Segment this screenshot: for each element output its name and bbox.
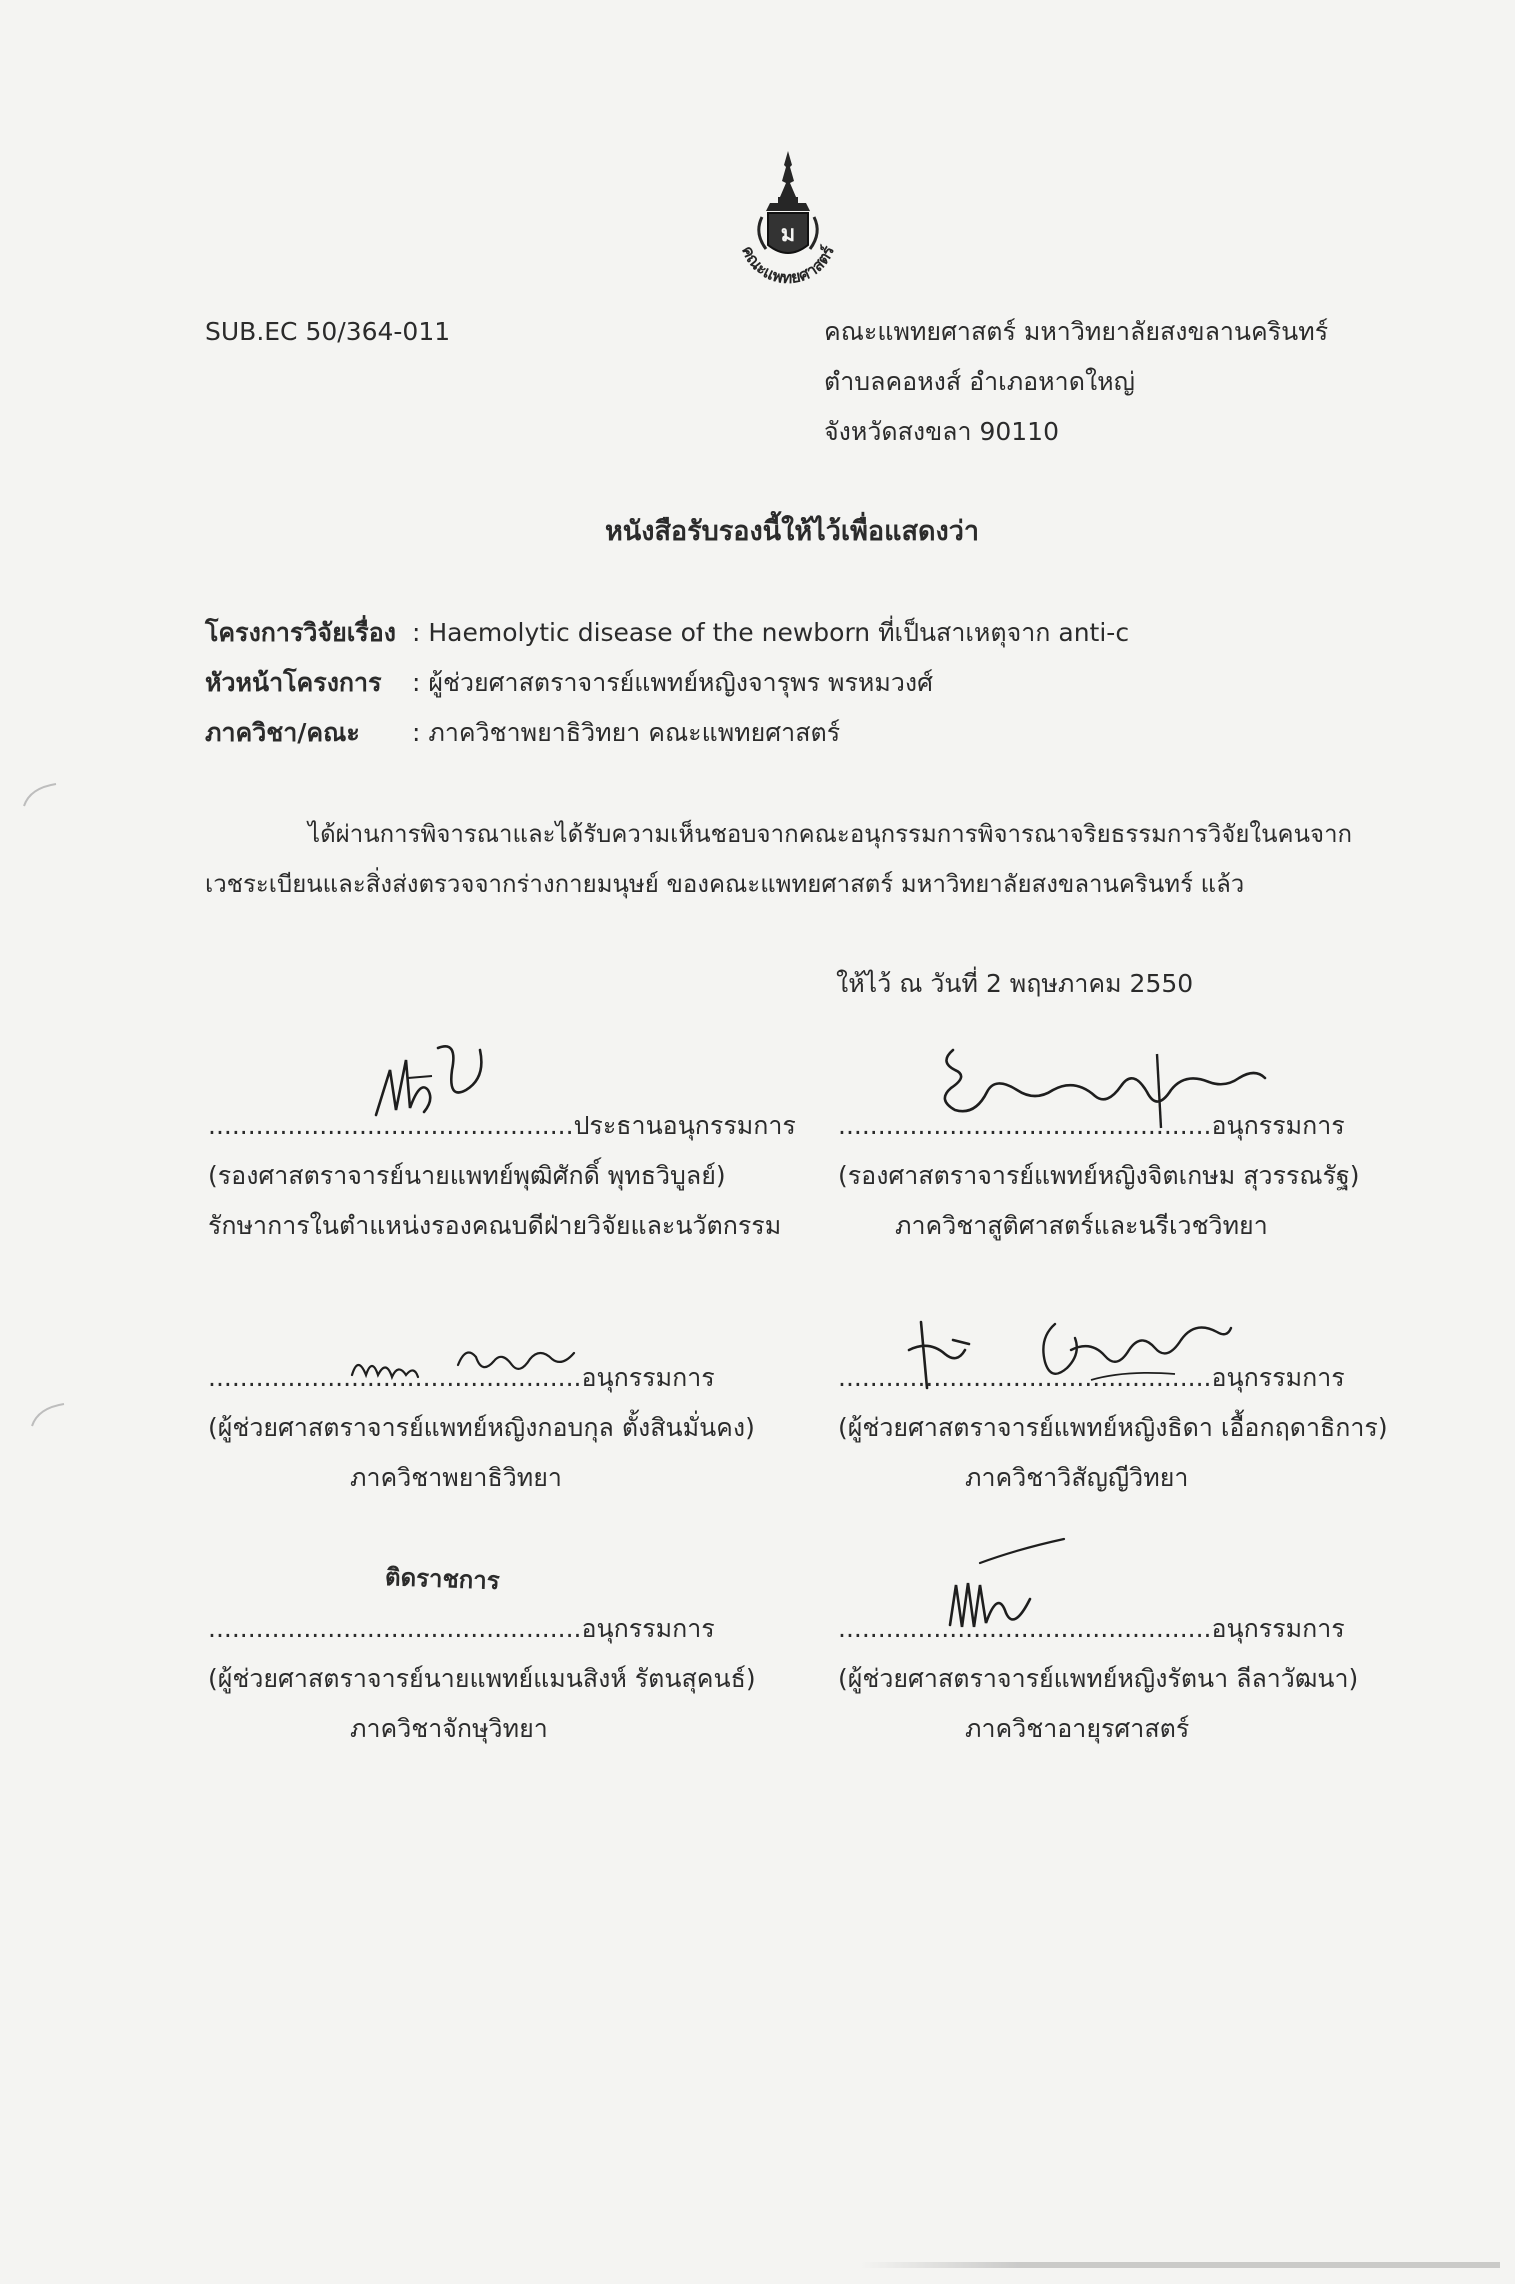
signatory-2-line <box>838 1110 1345 1142</box>
signatory-5-line <box>208 1613 715 1645</box>
project-title-value: : Haemolytic disease of the newborn ที่เป็นสาเหตุจาก anti-c <box>412 618 1130 647</box>
signatory-2-dots: ............................................... <box>838 1111 1212 1140</box>
logo-caption: คณะแพทยศาสตร์ <box>738 242 838 288</box>
signatory-4-role: อนุกรรมการ <box>1211 1363 1345 1392</box>
approval-body-line-2: เวชระเบียนและสิ่งส่งตรวจจากร่างกายมนุษย์ ของคณะแพทยศาสตร์ มหาวิทยาลัยสงขลานครินทร์ แล้ว <box>205 870 1245 898</box>
address-line-1: คณะแพทยศาสตร์ มหาวิทยาลัยสงขลานครินทร์ <box>824 317 1329 346</box>
signatory-3-dots: ............................................... <box>208 1363 582 1392</box>
signatory-5-dots: ............................................... <box>208 1614 582 1643</box>
scan-margin-mark-top <box>20 780 60 814</box>
approval-body-line-1: ได้ผ่านการพิจารณาและได้รับความเห็นชอบจากคณะอนุกรรมการพิจารณาจริยธรรมการวิจัยในคนจาก <box>308 820 1353 848</box>
signatory-1-position: รักษาการในตำแหน่งรองคณบดีฝ่ายวิจัยและนวัตกรรม <box>208 1211 782 1240</box>
signatory-1-name: (รองศาสตราจารย์นายแพทย์พุฒิศักดิ์ พุทธวิบูลย์) <box>208 1161 726 1190</box>
signatory-3-line <box>208 1362 715 1394</box>
signatory-6-dots: ............................................... <box>838 1614 1212 1643</box>
reference-number: SUB.EC 50/364-011 <box>205 317 451 346</box>
project-title-label: โครงการวิจัยเรื่อง <box>205 618 396 647</box>
signatory-4-position: ภาควิชาวิสัญญีวิทยา <box>965 1463 1189 1492</box>
signatory-5-role: อนุกรรมการ <box>581 1614 715 1643</box>
signatory-1-dots: .............................................. <box>208 1111 574 1140</box>
signatory-2-position: ภาควิชาสูติศาสตร์และนรีเวชวิทยา <box>895 1211 1268 1240</box>
signatory-6-role: อนุกรรมการ <box>1211 1614 1345 1643</box>
project-department-value: : ภาควิชาพยาธิวิทยา คณะแพทยศาสตร์ <box>412 718 841 747</box>
project-head-label: หัวหน้าโครงการ <box>205 668 382 697</box>
project-department-label: ภาควิชา/คณะ <box>205 718 360 747</box>
svg-text:ม: ม <box>780 221 796 247</box>
signatory-2-role: อนุกรรมการ <box>1211 1111 1345 1140</box>
address-line-3: จังหวัดสงขลา 90110 <box>824 417 1059 446</box>
document-title: หนังสือรับรองนี้ให้ไว้เพื่อแสดงว่า <box>605 516 980 547</box>
project-head-value: : ผู้ช่วยศาสตราจารย์แพทย์หญิงจารุพร พรหมวงศ์ <box>412 668 933 697</box>
signatory-3-position: ภาควิชาพยาธิวิทยา <box>350 1463 562 1492</box>
signatory-4-name: (ผู้ช่วยศาสตราจารย์แพทย์หญิงธิดา เอื้อกฤดาธิการ) <box>838 1413 1388 1442</box>
issue-date: ให้ไว้ ณ วันที่ 2 พฤษภาคม 2550 <box>836 969 1194 998</box>
absent-annotation: ติดราชการ <box>384 1562 501 1595</box>
signatory-3-role: อนุกรรมการ <box>581 1363 715 1392</box>
signatory-5-position: ภาควิชาจักษุวิทยา <box>350 1714 548 1743</box>
signatory-2-name: (รองศาสตราจารย์แพทย์หญิงจิตเกษม สุวรรณรัฐ) <box>838 1161 1360 1190</box>
signatory-6-name: (ผู้ช่วยศาสตราจารย์แพทย์หญิงรัตนา ลีลาวัฒนา) <box>838 1664 1359 1693</box>
signatory-3-name: (ผู้ช่วยศาสตราจารย์แพทย์หญิงกอบกุล ตั้งสินมั่นคง) <box>208 1413 755 1442</box>
signatory-6-line <box>838 1613 1345 1645</box>
signatory-4-dots: ............................................... <box>838 1363 1212 1392</box>
signatory-5-name: (ผู้ช่วยศาสตราจารย์นายแพทย์แมนสิงห์ รัตนสุคนธ์) <box>208 1664 756 1693</box>
signatory-4-line <box>838 1362 1345 1394</box>
scan-bottom-edge <box>860 2262 1500 2268</box>
signatory-1-line <box>208 1110 796 1142</box>
scan-margin-mark-bottom <box>28 1400 68 1434</box>
signatory-6-position: ภาควิชาอายุรศาสตร์ <box>965 1714 1190 1743</box>
signatory-1-role: ประธานอนุกรรมการ <box>573 1111 796 1140</box>
faculty-logo <box>718 145 858 305</box>
address-line-2: ตำบลคอหงส์ อำเภอหาดใหญ่ <box>824 367 1135 396</box>
